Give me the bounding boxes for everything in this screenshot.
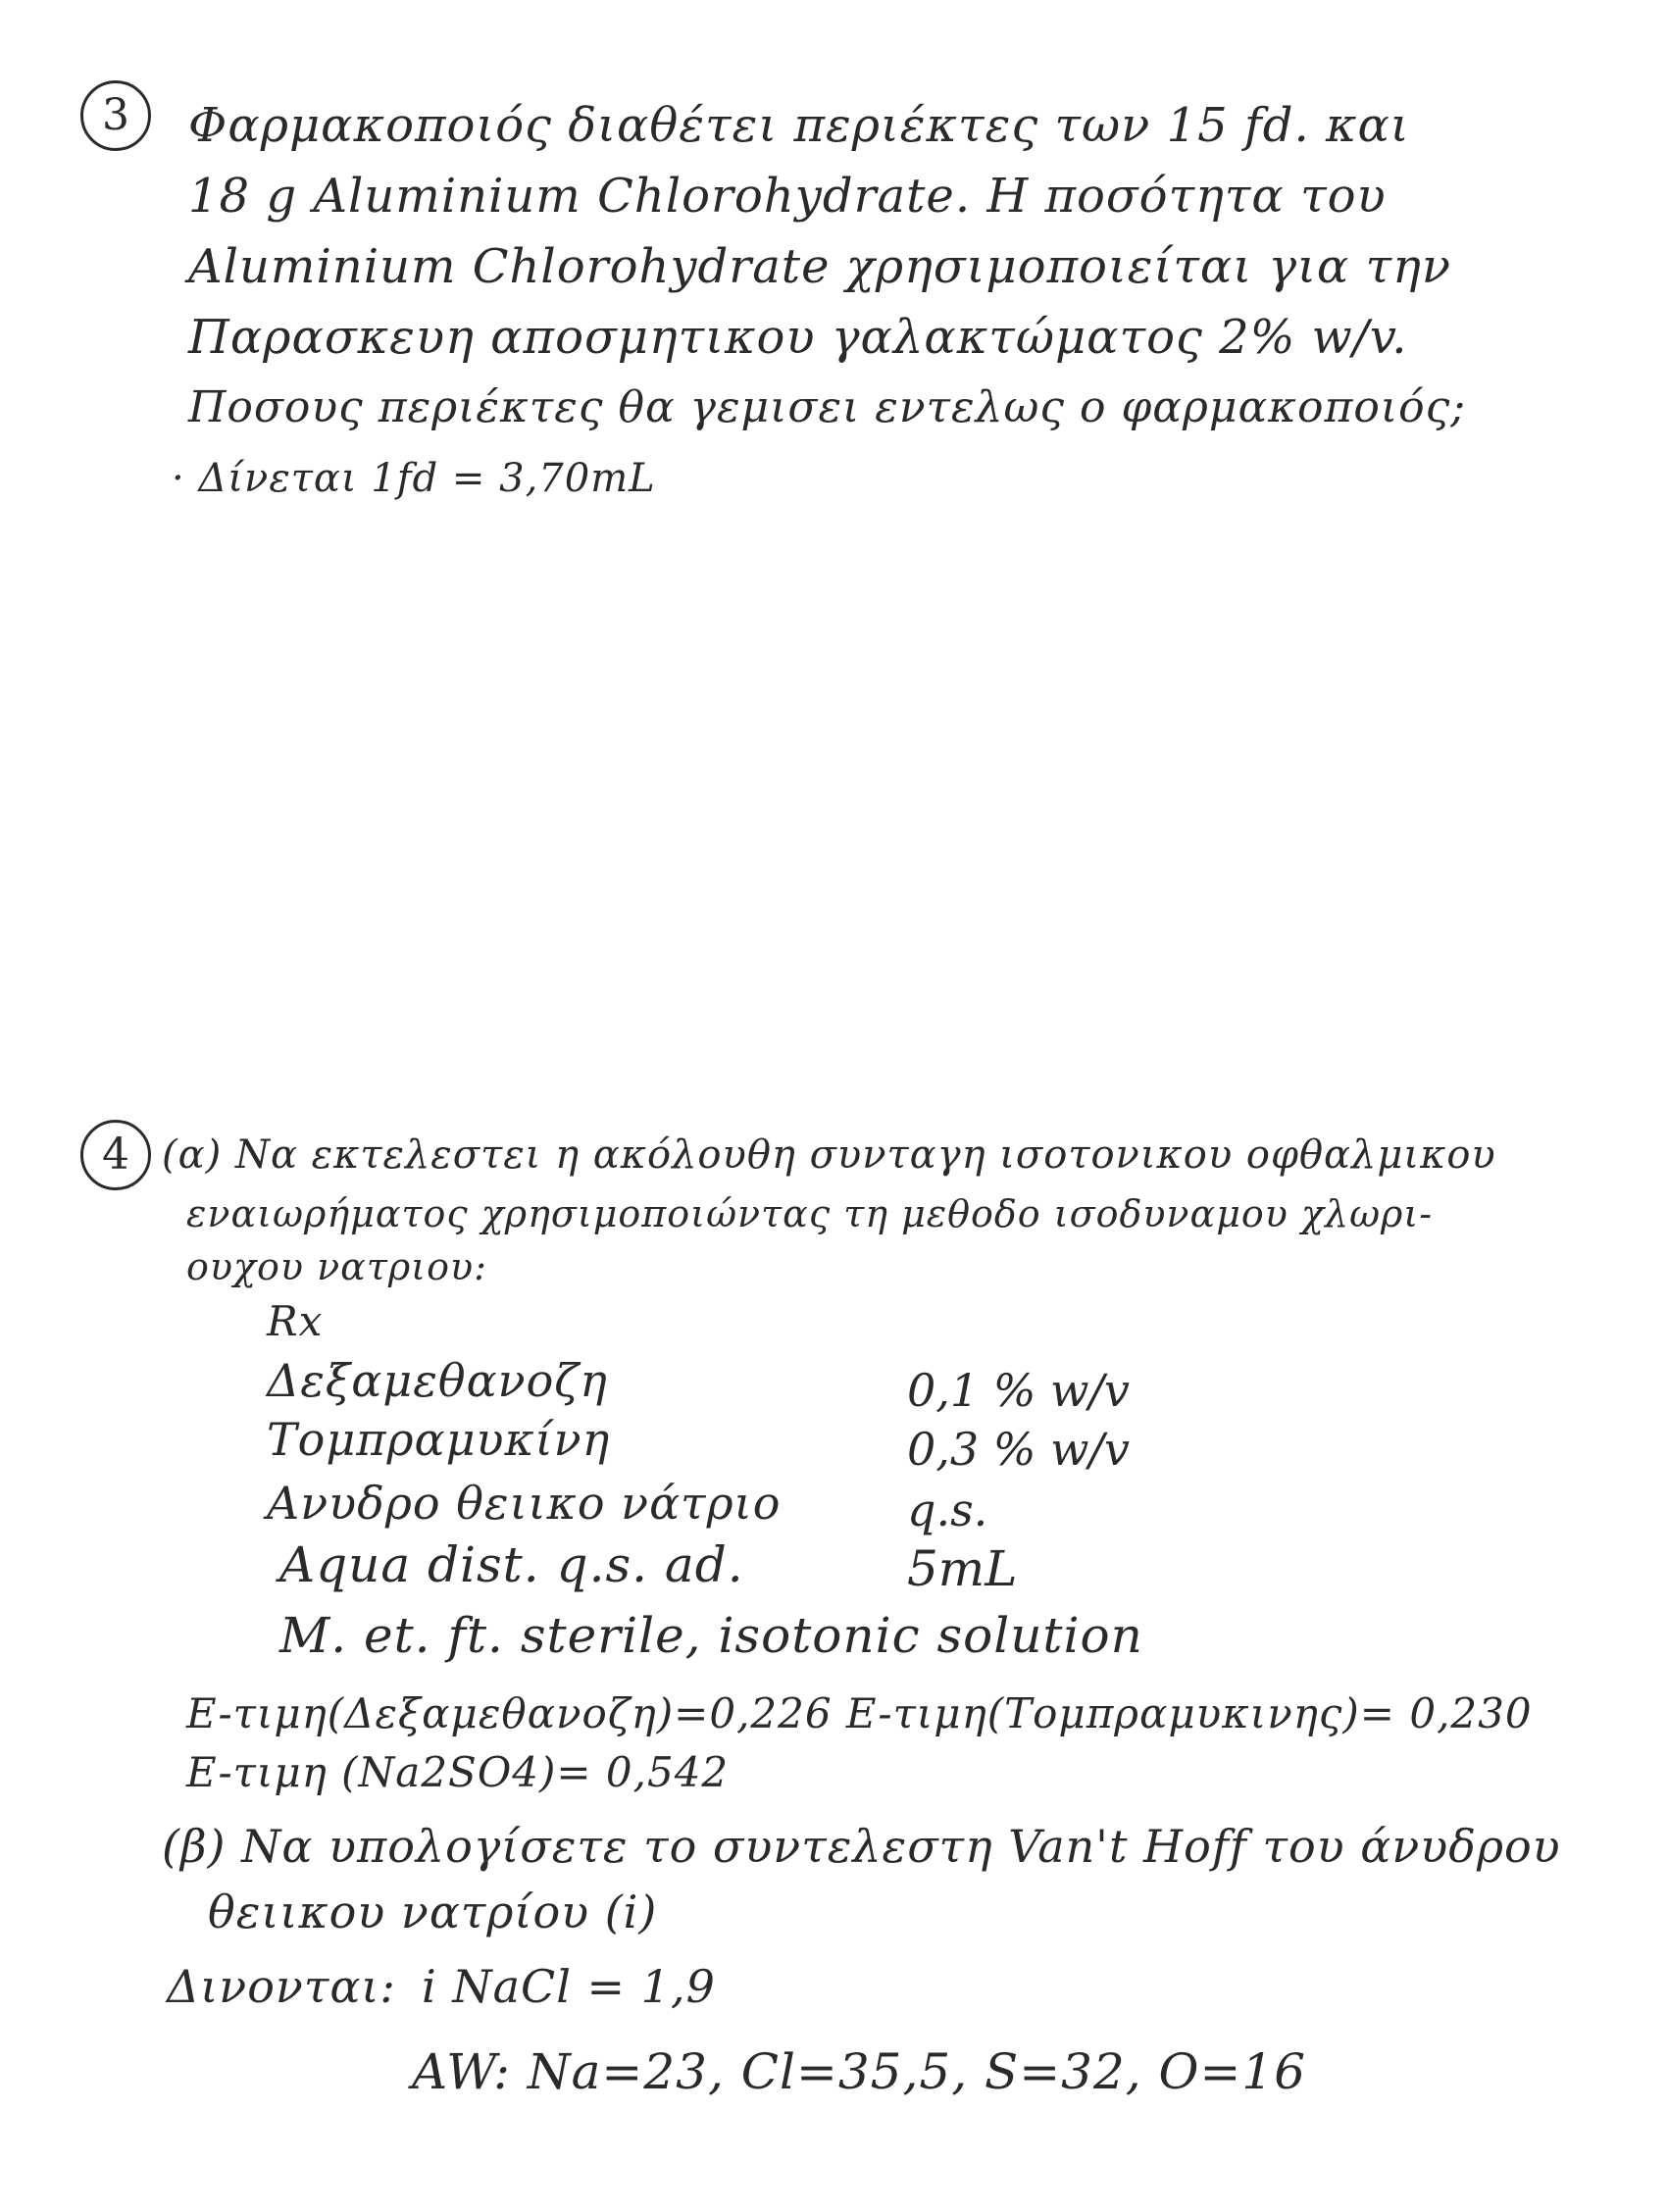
problem-3-line-1: Φαρμακοποιός διαθέτει περιέκτες των 15 fd. και (188, 98, 1410, 153)
problem-4-intro-line-3: ουχου νατριου: (186, 1245, 487, 1288)
ingredient-name: Aqua dist. q.s. ad. (279, 1536, 744, 1593)
ingredient-name: Δεξαμεθανοζη (267, 1354, 608, 1407)
problem-3-line-5: Ποσους περιέκτες θα γεμισει εντελως ο φαρμακοποιός; (188, 382, 1467, 432)
problem-3-line-4: Παρασκευη αποσμητικου γαλακτώματος 2% w/v. (188, 310, 1408, 365)
ingredient-amount: 0,1 % w/v (907, 1364, 1130, 1417)
problem-3-given: · Δίνεται 1fd = 3,70mL (172, 456, 656, 501)
problem-3-line-3: Aluminium Chlorohydrate χρησιμοποιείται για την (188, 239, 1452, 294)
ingredient-name: Τομπραμυκίνη (267, 1413, 611, 1466)
given-label: Δινονται: (167, 1960, 396, 2013)
ingredient-name: Ανυδρο θειικο νάτριο (267, 1477, 782, 1530)
rx-directions: M. et. ft. sterile, isotonic solution (279, 1607, 1143, 1664)
problem-3-line-2: 18 g Aluminium Chlorohydrate. Η ποσότητα του (188, 169, 1387, 224)
atomic-weights: AW: Na=23, Cl=35,5, S=32, O=16 (412, 2043, 1307, 2100)
part-b-line-1: (β) Να υπολογίσετε το συντελεστη Van't Hoff του άνυδρου (162, 1820, 1561, 1873)
problem-4-intro-line-1: (α) Να εκτελεστει η ακόλουθη συνταγη ισοτονικου οφθαλμικου (162, 1132, 1496, 1178)
e-value-line-2: E-τιμη (Na2SO4)= 0,542 (186, 1748, 730, 1796)
ingredient-amount: 5mL (907, 1540, 1018, 1597)
ingredient-amount: 0,3 % w/v (907, 1423, 1130, 1476)
problem-4-intro-line-2: εναιωρήματος χρησιμοποιώντας τη μεθοδο ισοδυναμου χλωρι- (186, 1192, 1434, 1235)
rx-label: Rx (267, 1297, 324, 1345)
problem-4-number: 4 (80, 1120, 151, 1190)
given-value: i NaCl = 1,9 (422, 1960, 716, 2013)
ingredient-amount: q.s. (907, 1483, 988, 1536)
e-value-line-1: E-τιμη(Δεξαμεθανοζη)=0,226 E-τιμη(Τομπραμυκινης)= 0,230 (186, 1689, 1533, 1737)
part-b-line-2: θειικου νατρίου (i) (208, 1885, 658, 1938)
problem-3-number: 3 (80, 80, 151, 151)
